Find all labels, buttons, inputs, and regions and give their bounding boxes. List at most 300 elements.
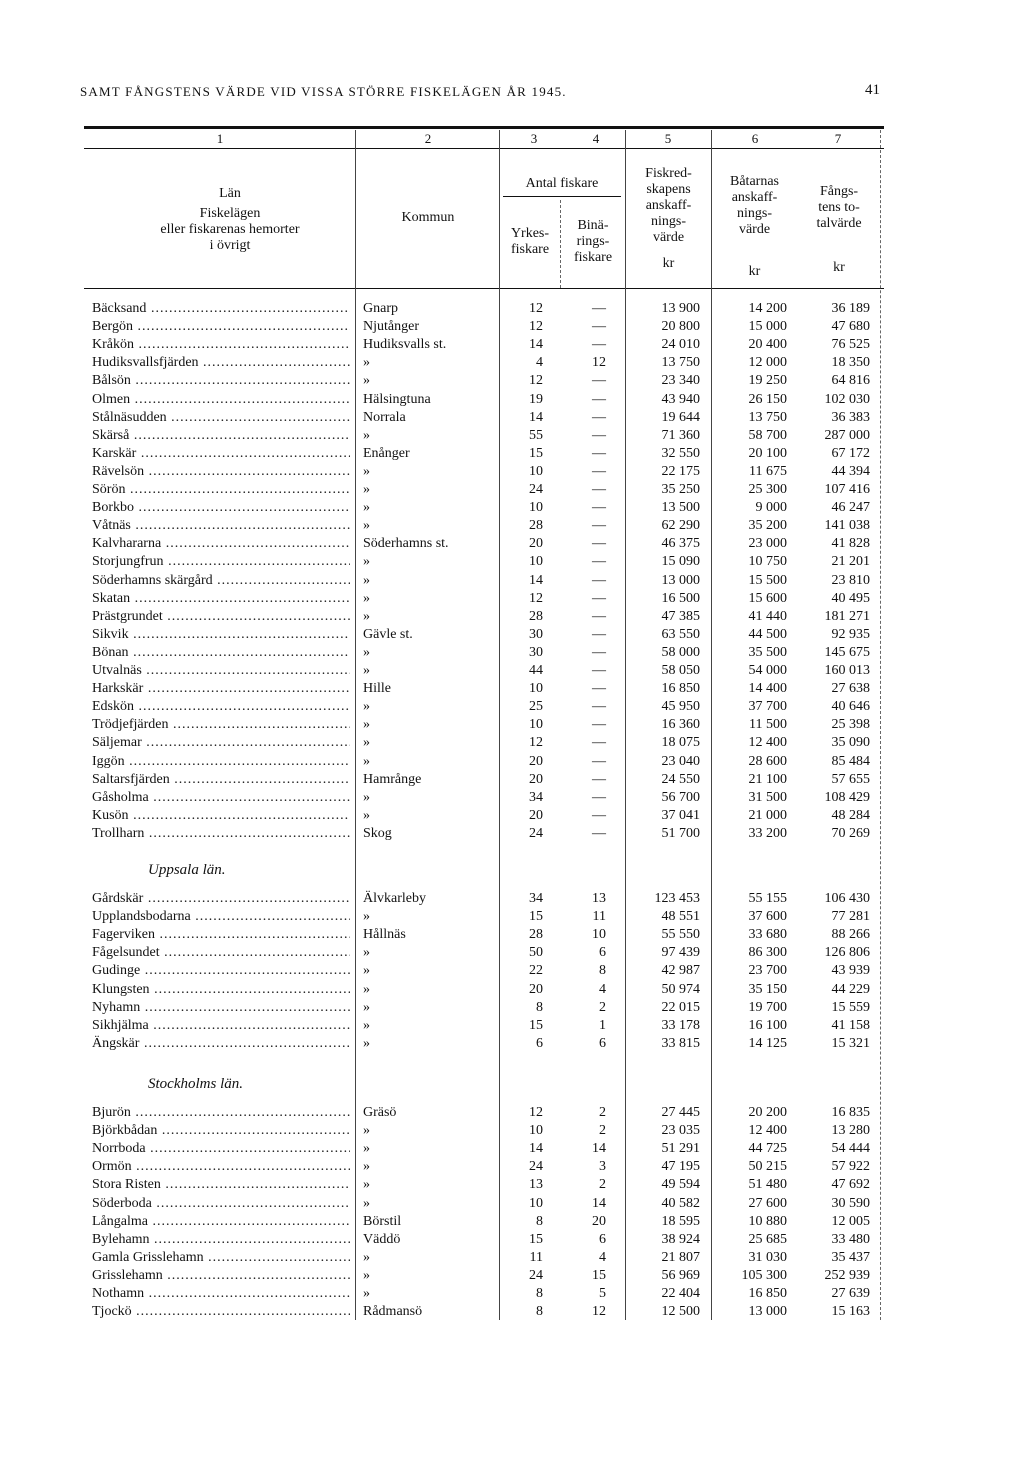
fiskredskap-value-cell: 35 250 bbox=[661, 482, 700, 497]
location-name-cell bbox=[92, 499, 350, 517]
table-row bbox=[0, 807, 1024, 825]
batar-value-cell: 86 300 bbox=[748, 945, 787, 961]
location-name: Bergön bbox=[92, 319, 133, 335]
yrkesfiskare-cell: 24 bbox=[529, 482, 543, 497]
kommun-cell: » bbox=[363, 981, 370, 997]
fiskredskap-value-cell: 45 950 bbox=[661, 699, 700, 715]
yrkesfiskare-cell: 34 bbox=[529, 891, 543, 906]
kommun-cell: » bbox=[363, 427, 370, 443]
location-name: Trödjefjärden bbox=[92, 717, 169, 733]
table-row bbox=[0, 481, 1024, 499]
kommun-cell: » bbox=[363, 482, 370, 497]
header-tot-line: tens to- bbox=[818, 200, 860, 215]
header-yrkesfiskare bbox=[500, 226, 560, 258]
batar-value-cell: 11 500 bbox=[749, 717, 787, 733]
fiskredskap-value-cell: 49 594 bbox=[661, 1177, 700, 1193]
total-value-cell: 36 383 bbox=[831, 409, 870, 425]
fiskredskap-value-cell: 58 000 bbox=[661, 644, 700, 660]
batar-value-cell: 21 000 bbox=[748, 807, 787, 823]
kommun-cell: Gnarp bbox=[363, 301, 398, 316]
yrkesfiskare-cell: 10 bbox=[529, 500, 543, 516]
binaringsfiskare-cell: — bbox=[592, 735, 606, 751]
location-name: Trollharn bbox=[92, 825, 145, 841]
location-name: Sörön bbox=[92, 482, 126, 497]
fiskredskap-value-cell: 27 445 bbox=[661, 1105, 700, 1120]
yrkesfiskare-cell: 14 bbox=[529, 409, 543, 425]
kommun-cell: » bbox=[363, 1017, 370, 1033]
kommun-cell: Njutånger bbox=[363, 319, 419, 335]
table-row bbox=[0, 825, 1024, 843]
yrkesfiskare-cell: 13 bbox=[529, 1177, 543, 1193]
table-row bbox=[0, 1176, 1024, 1194]
table-row bbox=[0, 354, 1024, 372]
table-row bbox=[0, 1104, 1024, 1122]
location-name-cell bbox=[92, 1195, 350, 1213]
binaringsfiskare-cell: — bbox=[592, 717, 606, 733]
kommun-cell: » bbox=[363, 945, 370, 961]
header-yrkes-line: Yrkes- bbox=[510, 226, 550, 241]
yrkesfiskare-cell: 19 bbox=[529, 391, 543, 407]
fiskredskap-value-cell: 51 700 bbox=[661, 825, 700, 841]
header-kommun: Kommun bbox=[401, 210, 455, 225]
yrkesfiskare-cell: 24 bbox=[529, 825, 543, 841]
fiskredskap-value-cell: 56 700 bbox=[661, 789, 700, 805]
yrkesfiskare-cell: 12 bbox=[529, 373, 543, 389]
binaringsfiskare-cell: 15 bbox=[592, 1267, 606, 1283]
batar-value-cell: 10 750 bbox=[748, 554, 787, 570]
table-row bbox=[0, 590, 1024, 608]
column-number-3: 3 bbox=[530, 131, 538, 146]
location-name: Skärså bbox=[92, 427, 130, 443]
location-name: Edskön bbox=[92, 699, 134, 715]
fiskredskap-value-cell: 63 550 bbox=[661, 626, 700, 642]
fiskredskap-value-cell: 40 582 bbox=[661, 1195, 700, 1211]
binaringsfiskare-cell: — bbox=[592, 337, 606, 353]
total-value-cell: 15 321 bbox=[831, 1035, 870, 1051]
binaringsfiskare-cell: 5 bbox=[599, 1286, 606, 1301]
total-value-cell: 107 416 bbox=[824, 482, 870, 497]
section-title: Uppsala län. bbox=[148, 862, 226, 878]
table-row bbox=[0, 1231, 1024, 1249]
table-row bbox=[0, 517, 1024, 535]
table-row bbox=[0, 926, 1024, 944]
fiskredskap-value-cell: 23 340 bbox=[661, 373, 700, 389]
binaringsfiskare-cell: 10 bbox=[592, 927, 606, 943]
yrkesfiskare-cell: 12 bbox=[529, 301, 543, 316]
total-value-cell: 41 828 bbox=[831, 536, 870, 552]
binaringsfiskare-cell: — bbox=[592, 807, 606, 823]
location-name-cell bbox=[92, 1303, 350, 1321]
total-value-cell: 41 158 bbox=[831, 1017, 870, 1033]
binaringsfiskare-cell: 20 bbox=[592, 1213, 606, 1229]
yrkesfiskare-cell: 10 bbox=[529, 554, 543, 570]
header-antal-fiskare: Antal fiskare bbox=[525, 176, 599, 191]
batar-value-cell: 12 000 bbox=[748, 355, 787, 371]
batar-value-cell: 16 850 bbox=[748, 1286, 787, 1301]
fiskredskap-value-cell: 55 550 bbox=[661, 927, 700, 943]
location-name-cell bbox=[92, 1285, 350, 1303]
header-bina-line: fiskare bbox=[573, 250, 613, 265]
binaringsfiskare-cell: — bbox=[592, 681, 606, 697]
binaringsfiskare-cell: 11 bbox=[592, 909, 606, 925]
table-row bbox=[0, 789, 1024, 807]
yrkesfiskare-cell: 11 bbox=[529, 1249, 543, 1265]
total-value-cell: 67 172 bbox=[831, 445, 870, 461]
total-value-cell: 30 590 bbox=[831, 1195, 870, 1211]
location-name-cell bbox=[92, 517, 350, 535]
header-bat-line: anskaff- bbox=[731, 190, 778, 205]
table-row bbox=[0, 427, 1024, 445]
kommun-cell: Skog bbox=[363, 825, 392, 841]
total-value-cell: 27 638 bbox=[831, 681, 870, 697]
kommun-cell: » bbox=[363, 1249, 370, 1265]
kommun-cell: » bbox=[363, 572, 370, 588]
location-name-cell bbox=[92, 807, 350, 825]
binaringsfiskare-cell: 2 bbox=[599, 999, 606, 1015]
location-name-cell bbox=[92, 445, 350, 463]
fiskredskap-value-cell: 47 195 bbox=[661, 1159, 700, 1175]
header-fisk-line: Fiskred- bbox=[645, 166, 692, 181]
table-row bbox=[0, 698, 1024, 716]
kommun-cell: » bbox=[363, 644, 370, 660]
binaringsfiskare-cell: 2 bbox=[599, 1177, 606, 1193]
binaringsfiskare-cell: 2 bbox=[599, 1105, 606, 1120]
kommun-cell: Hälsingtuna bbox=[363, 391, 431, 407]
binaringsfiskare-cell: — bbox=[592, 554, 606, 570]
fiskredskap-value-cell: 18 595 bbox=[661, 1213, 700, 1229]
fiskredskap-value-cell: 21 807 bbox=[661, 1249, 700, 1265]
location-name-cell bbox=[92, 771, 350, 789]
header-lan-line: i övrigt bbox=[209, 238, 251, 253]
location-name-cell bbox=[92, 926, 350, 944]
location-name-cell bbox=[92, 1122, 350, 1140]
location-name: Bålsön bbox=[92, 373, 131, 389]
yrkesfiskare-cell: 10 bbox=[529, 681, 543, 697]
location-name: Skatan bbox=[92, 590, 131, 606]
location-name-cell bbox=[92, 463, 350, 481]
yrkesfiskare-cell: 10 bbox=[529, 717, 543, 733]
total-value-cell: 16 835 bbox=[831, 1105, 870, 1120]
header-lan-line: eller fiskarenas hemorter bbox=[160, 222, 300, 237]
section-title: Stockholms län. bbox=[148, 1076, 243, 1092]
header-bina-line: rings- bbox=[576, 234, 610, 249]
fiskredskap-value-cell: 24 010 bbox=[661, 337, 700, 353]
table-row bbox=[0, 771, 1024, 789]
header-fisk-line: nings- bbox=[651, 214, 686, 229]
total-value-cell: 126 806 bbox=[824, 945, 870, 961]
total-value-cell: 15 163 bbox=[831, 1304, 870, 1320]
batar-value-cell: 13 000 bbox=[748, 1304, 787, 1320]
table-row bbox=[0, 1158, 1024, 1176]
total-value-cell: 85 484 bbox=[831, 753, 870, 769]
batar-value-cell: 25 300 bbox=[748, 482, 787, 497]
fiskredskap-value-cell: 23 035 bbox=[661, 1123, 700, 1139]
binaringsfiskare-cell: 12 bbox=[592, 1304, 606, 1320]
binaringsfiskare-cell: — bbox=[592, 301, 606, 316]
table-row bbox=[0, 1285, 1024, 1303]
table-row bbox=[0, 553, 1024, 571]
column-number-rule bbox=[84, 148, 884, 149]
fiskredskap-value-cell: 50 974 bbox=[661, 981, 700, 997]
location-name-cell bbox=[92, 1231, 350, 1249]
fiskredskap-value-cell: 48 551 bbox=[661, 909, 700, 925]
location-name: Borkbo bbox=[92, 500, 134, 516]
location-name: Harkskär bbox=[92, 681, 144, 697]
kommun-cell: » bbox=[363, 463, 370, 479]
binaringsfiskare-cell: — bbox=[592, 518, 606, 534]
fiskredskap-value-cell: 33 178 bbox=[661, 1017, 700, 1033]
fiskredskap-value-cell: 32 550 bbox=[661, 445, 700, 461]
kommun-cell: » bbox=[363, 1286, 370, 1301]
fiskredskap-value-cell: 62 290 bbox=[661, 518, 700, 534]
binaringsfiskare-cell: 3 bbox=[599, 1159, 606, 1175]
total-value-cell: 57 922 bbox=[831, 1159, 870, 1175]
location-name-cell bbox=[92, 999, 350, 1017]
fiskredskap-value-cell: 22 175 bbox=[661, 463, 700, 479]
page-number: 41 bbox=[865, 82, 880, 98]
batar-value-cell: 12 400 bbox=[748, 1123, 787, 1139]
fiskredskap-value-cell: 123 453 bbox=[654, 891, 700, 906]
yrkesfiskare-cell: 12 bbox=[529, 1105, 543, 1120]
header-binaringsfiskare bbox=[561, 218, 625, 266]
fiskredskap-value-cell: 19 644 bbox=[661, 409, 700, 425]
table-row bbox=[0, 318, 1024, 336]
yrkesfiskare-cell: 14 bbox=[529, 337, 543, 353]
kommun-cell: » bbox=[363, 1195, 370, 1211]
yrkesfiskare-cell: 8 bbox=[536, 1213, 543, 1229]
header-batar bbox=[712, 174, 797, 280]
table-row bbox=[0, 944, 1024, 962]
yrkesfiskare-cell: 12 bbox=[529, 319, 543, 335]
fiskredskap-value-cell: 16 850 bbox=[661, 681, 700, 697]
location-name-cell bbox=[92, 1267, 350, 1285]
yrkesfiskare-cell: 20 bbox=[529, 807, 543, 823]
kommun-cell: » bbox=[363, 717, 370, 733]
kommun-cell: Hållnäs bbox=[363, 927, 406, 943]
yrkesfiskare-cell: 15 bbox=[529, 1231, 543, 1247]
fiskredskap-value-cell: 43 940 bbox=[661, 391, 700, 407]
batar-value-cell: 31 500 bbox=[748, 789, 787, 805]
total-value-cell: 23 810 bbox=[831, 572, 870, 588]
location-name-cell bbox=[92, 1249, 350, 1267]
total-value-cell: 21 201 bbox=[831, 554, 870, 570]
yrkesfiskare-cell: 25 bbox=[529, 699, 543, 715]
location-name-cell bbox=[92, 890, 350, 908]
fiskredskap-value-cell: 16 500 bbox=[661, 590, 700, 606]
total-value-cell: 77 281 bbox=[831, 909, 870, 925]
table-row bbox=[0, 753, 1024, 771]
location-name-cell bbox=[92, 1035, 350, 1053]
location-name-cell bbox=[92, 372, 350, 390]
location-name-cell bbox=[92, 680, 350, 698]
header-lan bbox=[110, 186, 350, 254]
kommun-cell: » bbox=[363, 1159, 370, 1175]
table-row bbox=[0, 300, 1024, 318]
total-value-cell: 44 394 bbox=[831, 463, 870, 479]
batar-value-cell: 20 400 bbox=[748, 337, 787, 353]
location-name: Olmen bbox=[92, 391, 131, 407]
yrkesfiskare-cell: 20 bbox=[529, 771, 543, 787]
location-name: Söderhamns skärgård bbox=[92, 572, 213, 588]
batar-value-cell: 35 500 bbox=[748, 644, 787, 660]
header-yrkes-line: fiskare bbox=[510, 242, 550, 257]
location-name-cell bbox=[92, 300, 350, 318]
binaringsfiskare-cell: — bbox=[592, 445, 606, 461]
batar-value-cell: 23 000 bbox=[748, 536, 787, 552]
location-name: Långalma bbox=[92, 1213, 148, 1229]
header-lan-line: Län bbox=[219, 186, 241, 201]
fiskredskap-value-cell: 97 439 bbox=[661, 945, 700, 961]
binaringsfiskare-cell: 6 bbox=[599, 1035, 606, 1051]
batar-value-cell: 44 500 bbox=[748, 626, 787, 642]
batar-value-cell: 44 725 bbox=[748, 1141, 787, 1157]
antal-fiskare-rule bbox=[503, 196, 621, 197]
batar-value-cell: 28 600 bbox=[748, 753, 787, 769]
binaringsfiskare-cell: — bbox=[592, 590, 606, 606]
yrkesfiskare-cell: 22 bbox=[529, 963, 543, 979]
location-name: Bönan bbox=[92, 644, 129, 660]
yrkesfiskare-cell: 28 bbox=[529, 927, 543, 943]
binaringsfiskare-cell: — bbox=[592, 608, 606, 624]
header-bat-line: värde bbox=[738, 222, 771, 237]
total-value-cell: 33 480 bbox=[831, 1231, 870, 1247]
fiskredskap-value-cell: 71 360 bbox=[661, 427, 700, 443]
yrkesfiskare-cell: 24 bbox=[529, 1267, 543, 1283]
table-row bbox=[0, 391, 1024, 409]
location-name: Hudiksvallsfjärden bbox=[92, 355, 199, 371]
location-name-cell bbox=[92, 908, 350, 926]
location-name-cell bbox=[92, 626, 350, 644]
binaringsfiskare-cell: 14 bbox=[592, 1195, 606, 1211]
kommun-cell: Enånger bbox=[363, 445, 410, 461]
location-name-cell bbox=[92, 1104, 350, 1122]
location-name-cell bbox=[92, 789, 350, 807]
kommun-cell: Gävle st. bbox=[363, 626, 413, 642]
table-row bbox=[0, 372, 1024, 390]
kommun-cell: » bbox=[363, 963, 370, 979]
header-tot-line: talvärde bbox=[816, 216, 862, 231]
kommun-cell: Gräsö bbox=[363, 1105, 397, 1120]
table-row bbox=[0, 1017, 1024, 1035]
yrkesfiskare-cell: 14 bbox=[529, 572, 543, 588]
total-value-cell: 64 816 bbox=[831, 373, 870, 389]
kommun-cell: » bbox=[363, 1267, 370, 1283]
fiskredskap-value-cell: 13 900 bbox=[661, 301, 700, 316]
batar-value-cell: 15 600 bbox=[748, 590, 787, 606]
batar-value-cell: 19 250 bbox=[748, 373, 787, 389]
location-name: Klungsten bbox=[92, 981, 150, 997]
kommun-cell: » bbox=[363, 735, 370, 751]
total-value-cell: 102 030 bbox=[824, 391, 870, 407]
binaringsfiskare-cell: — bbox=[592, 753, 606, 769]
total-value-cell: 15 559 bbox=[831, 999, 870, 1015]
fiskredskap-value-cell: 58 050 bbox=[661, 663, 700, 678]
batar-value-cell: 33 680 bbox=[748, 927, 787, 943]
yrkesfiskare-cell: 12 bbox=[529, 590, 543, 606]
kommun-cell: Rådmansö bbox=[363, 1304, 423, 1320]
batar-value-cell: 55 155 bbox=[748, 891, 787, 906]
header-bat-line: nings- bbox=[737, 206, 772, 221]
location-name: Nothamn bbox=[92, 1286, 145, 1301]
location-name: Sikhjälma bbox=[92, 1017, 149, 1033]
fiskredskap-value-cell: 24 550 bbox=[661, 771, 700, 787]
location-name-cell bbox=[92, 608, 350, 626]
header-fisk-unit: kr bbox=[662, 256, 675, 271]
location-name-cell bbox=[92, 1140, 350, 1158]
table-top-rule bbox=[84, 126, 884, 129]
yrkesfiskare-cell: 50 bbox=[529, 945, 543, 961]
location-name: Stora Risten bbox=[92, 1177, 161, 1193]
batar-value-cell: 35 150 bbox=[748, 981, 787, 997]
yrkesfiskare-cell: 15 bbox=[529, 909, 543, 925]
location-name: Sikvik bbox=[92, 626, 129, 642]
kommun-cell: » bbox=[363, 789, 370, 805]
kommun-cell: » bbox=[363, 699, 370, 715]
kommun-cell: Hudiksvalls st. bbox=[363, 337, 447, 353]
binaringsfiskare-cell: 4 bbox=[599, 1249, 606, 1265]
yrkesfiskare-cell: 14 bbox=[529, 1141, 543, 1157]
yrkesfiskare-cell: 4 bbox=[536, 355, 543, 371]
total-value-cell: 54 444 bbox=[831, 1141, 870, 1157]
location-name-cell bbox=[92, 391, 350, 409]
table-row bbox=[0, 908, 1024, 926]
batar-value-cell: 10 880 bbox=[748, 1213, 787, 1229]
batar-value-cell: 35 200 bbox=[748, 518, 787, 534]
kommun-cell: » bbox=[363, 1123, 370, 1139]
kommun-cell: » bbox=[363, 500, 370, 516]
location-name: Bäcksand bbox=[92, 301, 147, 316]
kommun-cell: » bbox=[363, 373, 370, 389]
column-number-1: 1 bbox=[216, 131, 224, 146]
fiskredskap-value-cell: 56 969 bbox=[661, 1267, 700, 1283]
fiskredskap-value-cell: 15 090 bbox=[661, 554, 700, 570]
location-name: Prästgrundet bbox=[92, 608, 163, 624]
batar-value-cell: 58 700 bbox=[748, 427, 787, 443]
kommun-cell: » bbox=[363, 807, 370, 823]
location-name: Storjungfrun bbox=[92, 554, 164, 570]
kommun-cell: » bbox=[363, 518, 370, 534]
binaringsfiskare-cell: — bbox=[592, 463, 606, 479]
fiskredskap-value-cell: 47 385 bbox=[661, 608, 700, 624]
table-row bbox=[0, 981, 1024, 999]
batar-value-cell: 21 100 bbox=[748, 771, 787, 787]
total-value-cell: 43 939 bbox=[831, 963, 870, 979]
kommun-cell: Börstil bbox=[363, 1213, 402, 1229]
batar-value-cell: 12 400 bbox=[748, 735, 787, 751]
binaringsfiskare-cell: 2 bbox=[599, 1123, 606, 1139]
table-row bbox=[0, 1035, 1024, 1053]
table-row bbox=[0, 680, 1024, 698]
fiskredskap-value-cell: 33 815 bbox=[661, 1035, 700, 1051]
fiskredskap-value-cell: 20 800 bbox=[661, 319, 700, 335]
location-name-cell bbox=[92, 962, 350, 980]
total-value-cell: 145 675 bbox=[824, 644, 870, 660]
header-bat-line: Båtarnas bbox=[730, 174, 779, 189]
table-row bbox=[0, 1140, 1024, 1158]
column-number-6: 6 bbox=[751, 131, 759, 146]
table-row bbox=[0, 1122, 1024, 1140]
location-name-cell bbox=[92, 427, 350, 445]
kommun-cell: » bbox=[363, 1035, 370, 1051]
fiskredskap-value-cell: 23 040 bbox=[661, 753, 700, 769]
yrkesfiskare-cell: 15 bbox=[529, 445, 543, 461]
location-name: Våtnäs bbox=[92, 518, 131, 534]
header-total bbox=[798, 184, 880, 276]
header-fiskredskap bbox=[626, 166, 711, 272]
binaringsfiskare-cell: 4 bbox=[599, 981, 606, 997]
total-value-cell: 92 935 bbox=[831, 626, 870, 642]
fiskredskap-value-cell: 37 041 bbox=[661, 807, 700, 823]
